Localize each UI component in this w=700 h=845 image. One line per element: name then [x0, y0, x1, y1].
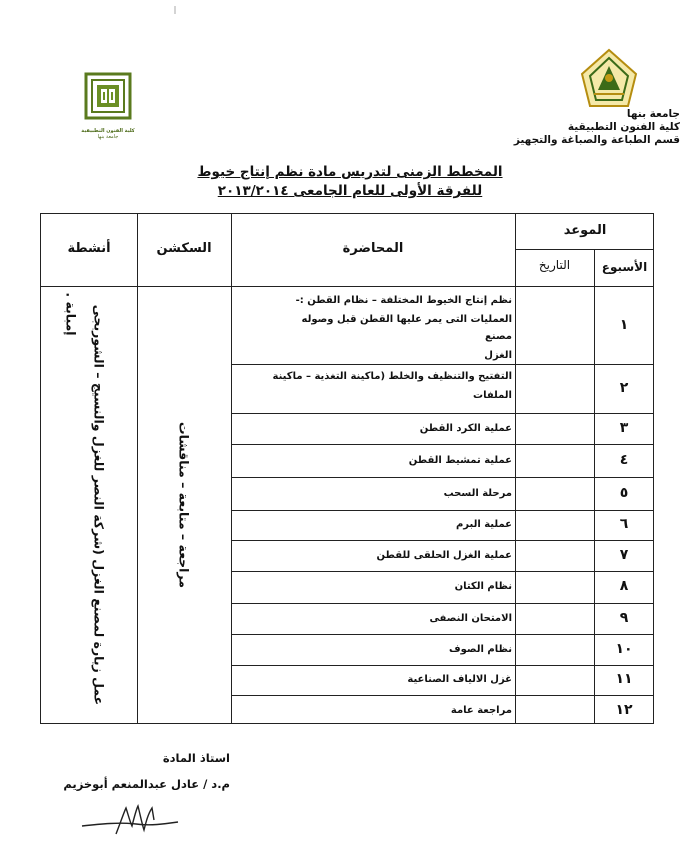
lecture-text: الغزل: [484, 350, 512, 361]
week-number: ٤: [619, 452, 629, 468]
week-number: ٢: [619, 380, 629, 396]
department-name: قسم الطباعة والصباغة والتجهيز: [513, 134, 680, 146]
signer-title: استاذ المادة: [162, 751, 230, 765]
university-logo-icon: [580, 48, 638, 108]
lecture-cell: نظام الكتان: [454, 581, 512, 592]
week-number: ١: [619, 317, 629, 333]
lecture-cell: غزل الالياف الصناعية: [407, 674, 512, 685]
row-divider: [231, 634, 653, 635]
week-header: الأسبوع: [601, 260, 648, 274]
activities-text-line-2: إمبابة .: [63, 292, 79, 336]
row-divider: [231, 444, 653, 445]
column-divider: [137, 214, 138, 723]
row-divider: [231, 413, 653, 414]
lecture-text: الملفات: [473, 390, 512, 401]
row-divider: [231, 665, 653, 666]
lecture-cell: مراجعة عامة: [450, 705, 512, 716]
week-number: ٨: [619, 578, 629, 594]
row-divider: [231, 510, 653, 511]
lecture-text: التفتيح والتنظيف والخلط (ماكينة التغذية – ماكينة: [272, 371, 512, 382]
faculty-logo: [78, 72, 138, 138]
appointment-header: الموعد: [563, 223, 607, 238]
university-header: [450, 108, 680, 147]
lecture-cell: عملية الغزل الحلقى للقطن: [376, 550, 512, 561]
title-line-2: للفرقة الأولى للعام الجامعى ٢٠١٣/٢٠١٤: [217, 183, 483, 199]
scan-mark-icon: [170, 6, 180, 16]
activities-text-line-1: عمل زيارة لمصنع الغزل (شركة النصر للغزل والنسيج – الشوربجى: [91, 304, 107, 706]
lecture-header: المحاضرة: [342, 241, 404, 256]
faculty-logo-caption: كلية الفنون التطبيقية: [81, 128, 135, 134]
week-number: ١٠: [615, 641, 633, 657]
lecture-cell: عملية الكرد القطن: [419, 423, 512, 434]
row-divider: [231, 540, 653, 541]
faculty-name: كلية الفنون التطبيقية: [567, 121, 680, 133]
lecture-cell: عملية تمشيط القطن: [408, 455, 512, 466]
row-divider: [231, 695, 653, 696]
section-header: السكشن: [156, 241, 212, 256]
lecture-cell: الامتحان النصفى: [429, 613, 512, 624]
lecture-cell: عملية البرم: [455, 519, 512, 530]
university-name: جامعة بنها: [626, 108, 680, 120]
lecture-cell: [272, 292, 512, 364]
faculty-logo-subcaption: جامعة بنها: [97, 134, 119, 140]
activities-header: أنشطة: [67, 241, 111, 256]
schedule-table: [40, 213, 654, 724]
signature-icon: [80, 800, 180, 840]
week-number: ١١: [615, 671, 633, 687]
lecture-text: نظم إنتاج الخيوط المختلفة – نظام القطن :-: [295, 295, 512, 306]
lecture-cell: مرحلة السحب: [443, 488, 512, 499]
faculty-logo-icon: [78, 72, 138, 124]
row-divider: [231, 603, 653, 604]
column-divider: [231, 214, 232, 723]
column-divider: [515, 214, 516, 723]
week-number: ٣: [619, 420, 629, 436]
header-bottom-border: [41, 286, 653, 287]
row-divider: [231, 571, 653, 572]
header-divider: [515, 249, 653, 250]
week-number: ٩: [619, 610, 629, 626]
lecture-cell: [272, 368, 512, 404]
row-divider: [231, 477, 653, 478]
title-line-1: المخطط الزمنى لتدريس مادة نظم إنتاج خيوط: [197, 164, 503, 180]
document-title: [150, 163, 550, 201]
lecture-text: العمليات التى يمر عليها القطن قبل وصوله مصنع: [301, 314, 512, 342]
section-text: مراجعة – متابعة – مناقشات: [176, 422, 192, 588]
week-number: ١٢: [615, 702, 633, 718]
lecture-cell: نظام الصوف: [449, 644, 512, 655]
row-divider: [231, 364, 653, 365]
week-number: ٦: [619, 516, 629, 532]
week-number: ٥: [619, 485, 629, 501]
signer-name: م.د / عادل عبدالمنعم أبوخزيم: [63, 777, 230, 791]
week-number: ٧: [619, 547, 629, 563]
date-header: التاريخ: [538, 258, 571, 272]
